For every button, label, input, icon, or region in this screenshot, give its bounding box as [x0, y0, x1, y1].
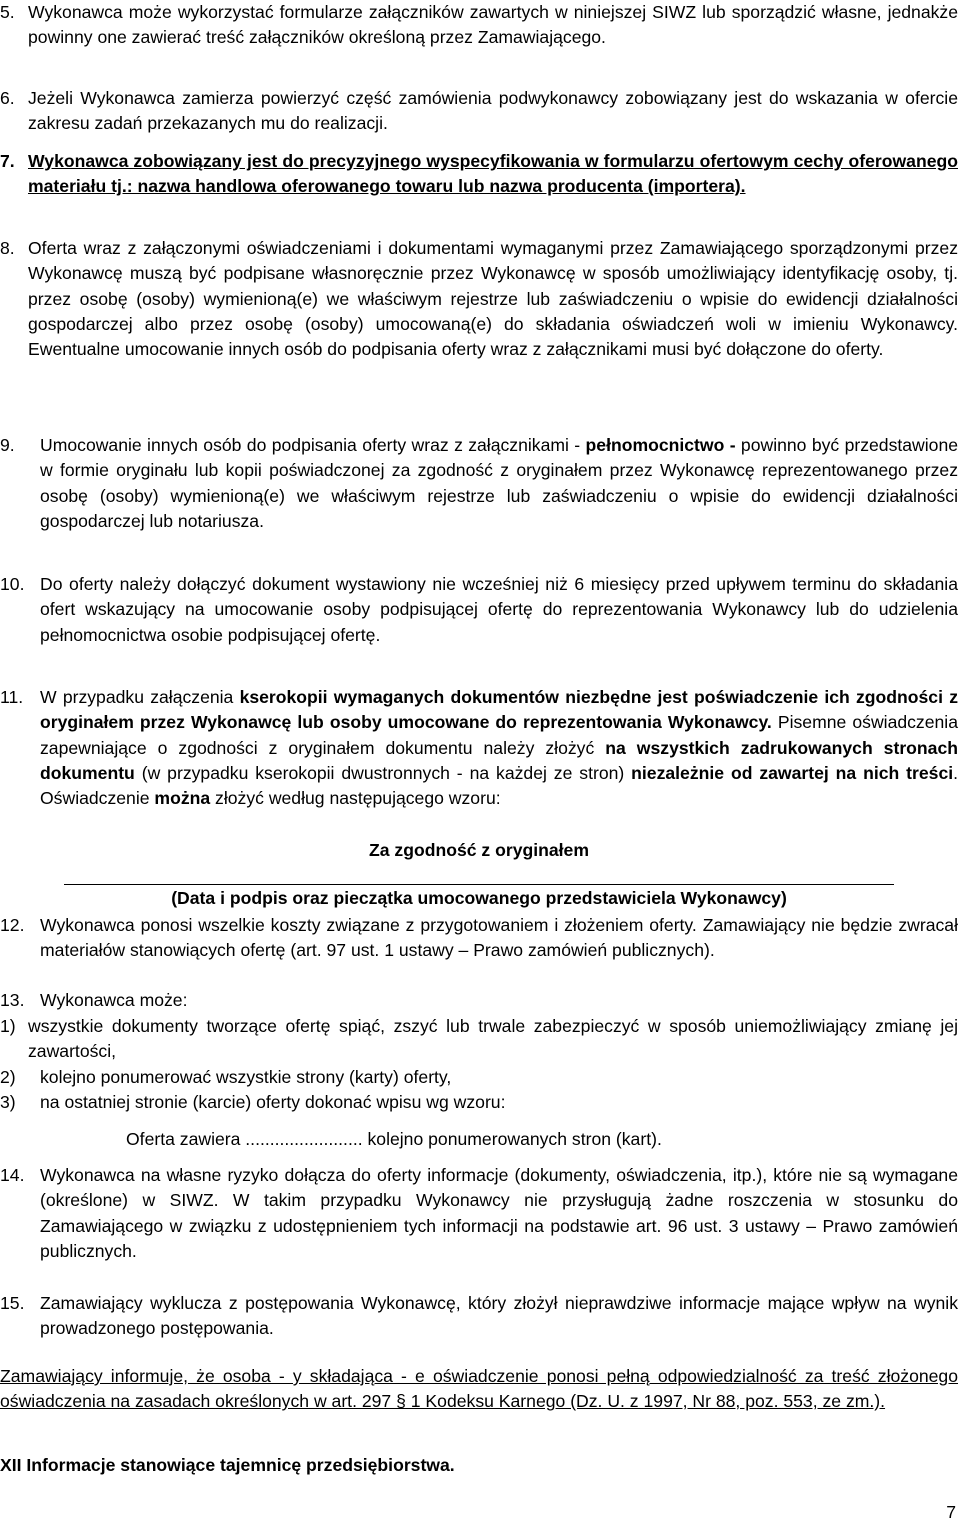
sub-item-number: 1)	[0, 1016, 16, 1036]
item-number: 10.	[0, 574, 25, 594]
list-item-10	[0, 572, 958, 648]
sub-item-2	[0, 1065, 958, 1090]
sub-item-text: na ostatniej stronie (karcie) oferty dokonać wpisu wg wzoru:	[40, 1092, 506, 1112]
sub-item-3	[0, 1090, 958, 1115]
item-text: Umocowanie innych osób do podpisania oferty wraz z załącznikami - pełnomocnictwo - powinno być przedstawione w formie oryginału lub kopii poświadczonej za zgodność z oryginałem przez Wykonawcę reprezentowanego przez osobę (osoby) wymienioną(e) we właściwym rejestrze lub zaświadczeniu o wpisie do ewidencji działalności gospodarczej lub notariusza.	[40, 435, 959, 531]
item-number: 15.	[0, 1293, 25, 1313]
item-number: 11.	[0, 687, 24, 707]
sub-item-text: kolejno ponumerować wszystkie strony (karty) oferty,	[40, 1067, 452, 1087]
item-number: 14.	[0, 1165, 25, 1185]
item-number: 5.	[0, 2, 15, 22]
item-number: 7.	[0, 151, 15, 171]
list-item-15	[0, 1291, 958, 1342]
item-text: W przypadku załączenia kserokopii wymaganych dokumentów niezbędne jest poświadczenie ich zgodności z oryginałem przez Wykonawcę lub osoby umocowane do reprezentowania Wykonawcy. Pisemne oświadczenia zapewniające o zgodności z oryginałem dokumentu należy złożyć na wszystkich zadrukowanych stronach dokumentu (w przypadku kserokopii dwustronnych - na każdej ze stron) niezależnie od zawartej na nich treści. Oświadczenie można złożyć według następującego wzoru:	[40, 687, 959, 809]
item-text: Wykonawca ponosi wszelkie koszty związane z przygotowaniem i złożeniem oferty. Zamawiający nie będzie zwracał materiałów stanowiących ofertę (art. 97 ust. 1 ustawy – Prawo zamówień publicznych).	[40, 915, 958, 961]
item-text: Wykonawca może wykorzystać formularze załączników zawartych w niniejszej SIWZ lub sporządzić własne, jednakże powinny one zawierać treść załączników określoną przez Zamawiającego.	[28, 2, 958, 48]
sub-item-1	[0, 1014, 958, 1065]
list-item-9	[0, 433, 958, 534]
signature-caption: (Data i podpis oraz pieczątka umocowanego przedstawiciela Wykonawcy)	[171, 888, 787, 908]
list-item-6	[0, 86, 958, 137]
list-item-7	[0, 149, 958, 200]
list-item-14	[0, 1163, 958, 1264]
section-heading: XII Informacje stanowiące tajemnicę przedsiębiorstwa.	[0, 1455, 455, 1475]
list-item-8	[0, 236, 958, 362]
item-number: 6.	[0, 88, 15, 108]
sub-item-number: 3)	[0, 1092, 16, 1112]
signature-line	[64, 884, 894, 885]
sub-item-text: wszystkie dokumenty tworzące ofertę spiąć, zszyć lub trwale zabezpieczyć w sposób uniemożliwiający zmianę jej zawartości,	[28, 1016, 958, 1062]
item-text: Jeżeli Wykonawca zamierza powierzyć część zamówienia podwykonawcy zobowiązany jest do wskazania w ofercie zakresu zadań przekazanych mu do realizacji.	[28, 88, 958, 134]
item-number: 12.	[0, 915, 25, 935]
list-item-13	[0, 988, 958, 1013]
page-number: 7	[946, 1502, 956, 1522]
pattern-line: Oferta zawiera ........................ kolejno ponumerowanych stron (kart).	[126, 1129, 662, 1149]
item-text: Oferta wraz z załączonymi oświadczeniami i dokumentami wymaganymi przez Zamawiającego sporządzonymi przez Wykonawcę muszą być podpisane własnoręcznie przez Wykonawcę w sposób umożliwiający identyfikację osoby, tj. przez osobę (osoby) wymienioną(e) we właściwym rejestrze lub zaświadczeniu o wpisie do ewidencji działalności gospodarczej albo przez osobę (osoby) umocowaną(e) do składania oświadczeń woli w imieniu Wykonawcy. Ewentualne umocowanie innych osób do podpisania oferty wraz z załącznikami musi być dołączone do oferty.	[28, 238, 958, 360]
item-text: Wykonawca zobowiązany jest do precyzyjnego wyspecyfikowania w formularzu ofertowym cechy oferowanego materiału tj.: nazwa handlowa oferowanego towaru lub nazwa producenta (importera).	[28, 151, 958, 197]
item-text: Zamawiający wyklucza z postępowania Wykonawcę, który złożył nieprawdziwe informacje mające wpływ na wynik prowadzonego postępowania.	[40, 1293, 958, 1339]
item-number: 9.	[0, 435, 15, 455]
item-number: 8.	[0, 238, 15, 258]
item-text: Wykonawca na własne ryzyko dołącza do oferty informacje (dokumenty, oświadczenia, itp.), które nie są wymagane (określone) w SIWZ. W takim przypadku Wykonawcy nie przysługują żadne roszczenia w stosunku do Zamawiającego w związku z udostępnieniem tych informacji na podstawie art. 96 ust. 3 ustawy – Prawo zamówień publicznych.	[40, 1165, 958, 1261]
pattern-title: Za zgodność z oryginałem	[369, 840, 589, 860]
item-number: 13.	[0, 990, 25, 1010]
item-text: Wykonawca może:	[40, 990, 188, 1010]
list-item-11	[0, 685, 958, 811]
liability-notice: Zamawiający informuje, że osoba - y składająca - e oświadczenie ponosi pełną odpowiedzialność za treść złożonego oświadczenia na zasadach określonych w art. 297 § 1 Kodeksu Karnego (Dz. U. z 1997, Nr 88, poz. 553, ze zm.).	[0, 1366, 958, 1412]
item-text: Do oferty należy dołączyć dokument wystawiony nie wcześniej niż 6 miesięcy przed upływem terminu do składania ofert wskazujący na umocowanie osoby podpisującej ofertę do reprezentowania Wykonawcy lub do udzielenia pełnomocnictwa osobie podpisującej ofertę.	[40, 574, 958, 645]
list-item-5	[0, 0, 958, 51]
list-item-12	[0, 913, 958, 964]
sub-item-number: 2)	[0, 1067, 16, 1087]
